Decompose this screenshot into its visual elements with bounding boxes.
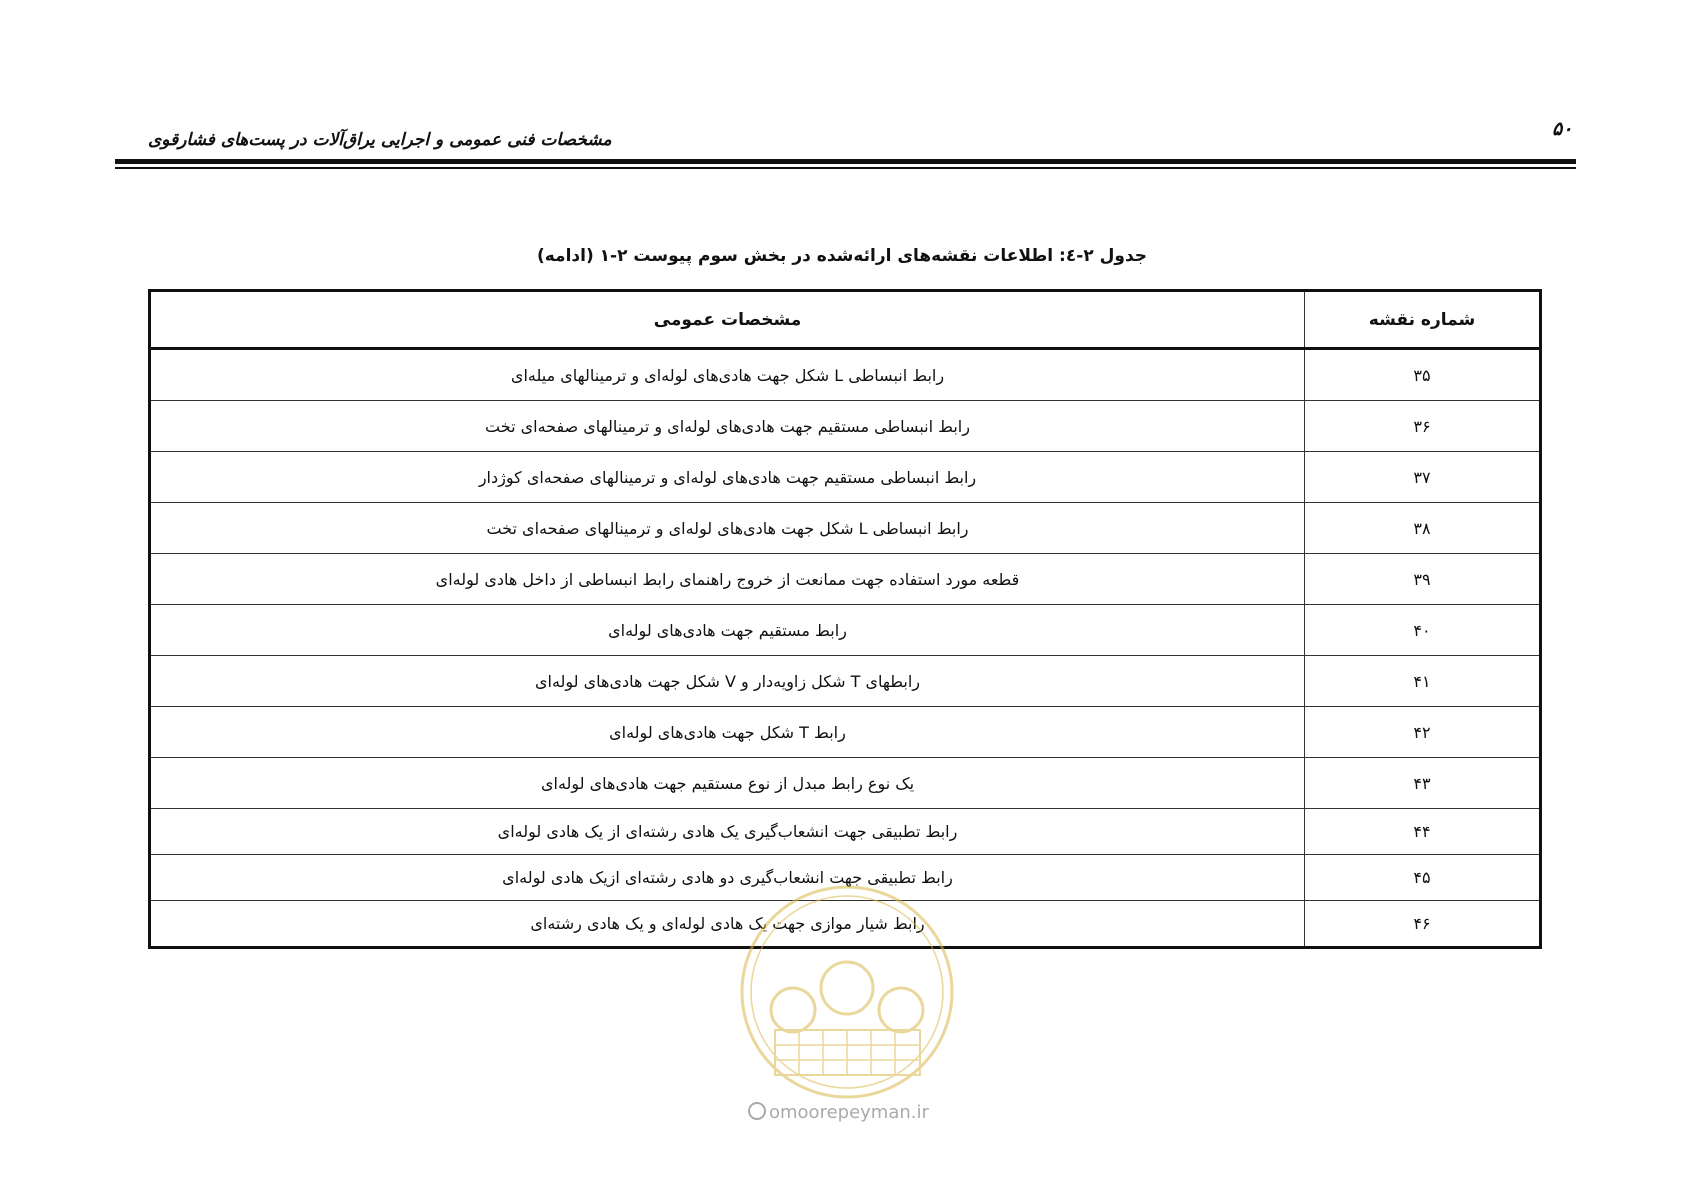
watermark-seal-logo: [735, 880, 960, 1140]
row-number: ۴۰: [1305, 605, 1541, 656]
table-row: [150, 554, 1541, 605]
row-number: ۴۵: [1305, 855, 1541, 901]
table-row: [150, 758, 1541, 809]
table-header-row: [150, 291, 1541, 349]
table-row: [150, 349, 1541, 401]
column-header-number: شماره نقشه: [1305, 291, 1541, 349]
row-number: ۳۷: [1305, 452, 1541, 503]
row-description: رابط انبساطی L شکل جهت هادی‌های لوله‌ای و ترمینالهای صفحه‌ای تخت: [150, 503, 1305, 554]
row-description: رابط تطبیقی جهت انشعاب‌گیری یک هادی رشته‌ای از یک هادی لوله‌ای: [150, 809, 1305, 855]
row-number: ۴۳: [1305, 758, 1541, 809]
row-description: رابط T شکل جهت هادی‌های لوله‌ای: [150, 707, 1305, 758]
row-description: رابط انبساطی مستقیم جهت هادی‌های لوله‌ای و ترمینالهای صفحه‌ای تخت: [150, 401, 1305, 452]
row-number: ۳۵: [1305, 349, 1541, 401]
watermark-url-text: omoorepeyman.ir: [769, 1102, 929, 1123]
row-description: رابط انبساطی مستقیم جهت هادی‌های لوله‌ای و ترمینالهای صفحه‌ای کوژدار: [150, 452, 1305, 503]
table-row: [150, 503, 1541, 554]
row-description: رابط تطبیقی جهت انشعاب‌گیری دو هادی رشته‌ای ازیک هادی لوله‌ای: [150, 855, 1305, 901]
running-header-title: مشخصات فنی عمومی و اجرایی یراق‌آلات در پست‌های فشارقوی: [148, 130, 612, 150]
header-rule-thick: [115, 159, 1576, 164]
row-number: ۴۲: [1305, 707, 1541, 758]
row-description: قطعه مورد استفاده جهت ممانعت از خروج راهنمای رابط انبساطی از داخل هادی لوله‌ای: [150, 554, 1305, 605]
row-description: رابطهای T شکل زاویه‌دار و V شکل جهت هادی‌های لوله‌ای: [150, 656, 1305, 707]
watermark-url: [748, 1102, 929, 1123]
row-number: ۳۶: [1305, 401, 1541, 452]
row-number: ۴۱: [1305, 656, 1541, 707]
row-number: ۳۸: [1305, 503, 1541, 554]
row-description: یک نوع رابط مبدل از نوع مستقیم جهت هادی‌های لوله‌ای: [150, 758, 1305, 809]
table-row: [150, 656, 1541, 707]
drawings-table: [148, 289, 1542, 949]
row-description: رابط مستقیم جهت هادی‌های لوله‌ای: [150, 605, 1305, 656]
table-row: [150, 707, 1541, 758]
table-row: [150, 452, 1541, 503]
page-number: ۵۰: [1552, 118, 1573, 140]
column-header-description: مشخصات عمومی: [150, 291, 1305, 349]
row-number: ۴۴: [1305, 809, 1541, 855]
table-caption: جدول ۲-٤: اطلاعات نقشه‌های ارائه‌شده در بخش سوم پیوست ۲-۱ (ادامه): [536, 246, 1148, 266]
row-number: ۳۹: [1305, 554, 1541, 605]
table-row: [150, 605, 1541, 656]
row-number: ۴۶: [1305, 901, 1541, 948]
table-row: [150, 809, 1541, 855]
at-icon: [748, 1102, 766, 1120]
row-description: رابط شیار موازی جهت یک هادی لوله‌ای و یک هادی رشته‌ای: [150, 901, 1305, 948]
table-row: [150, 401, 1541, 452]
header-rule-thin: [115, 167, 1576, 169]
row-description: رابط انبساطی L شکل جهت هادی‌های لوله‌ای و ترمینالهای میله‌ای: [150, 349, 1305, 401]
